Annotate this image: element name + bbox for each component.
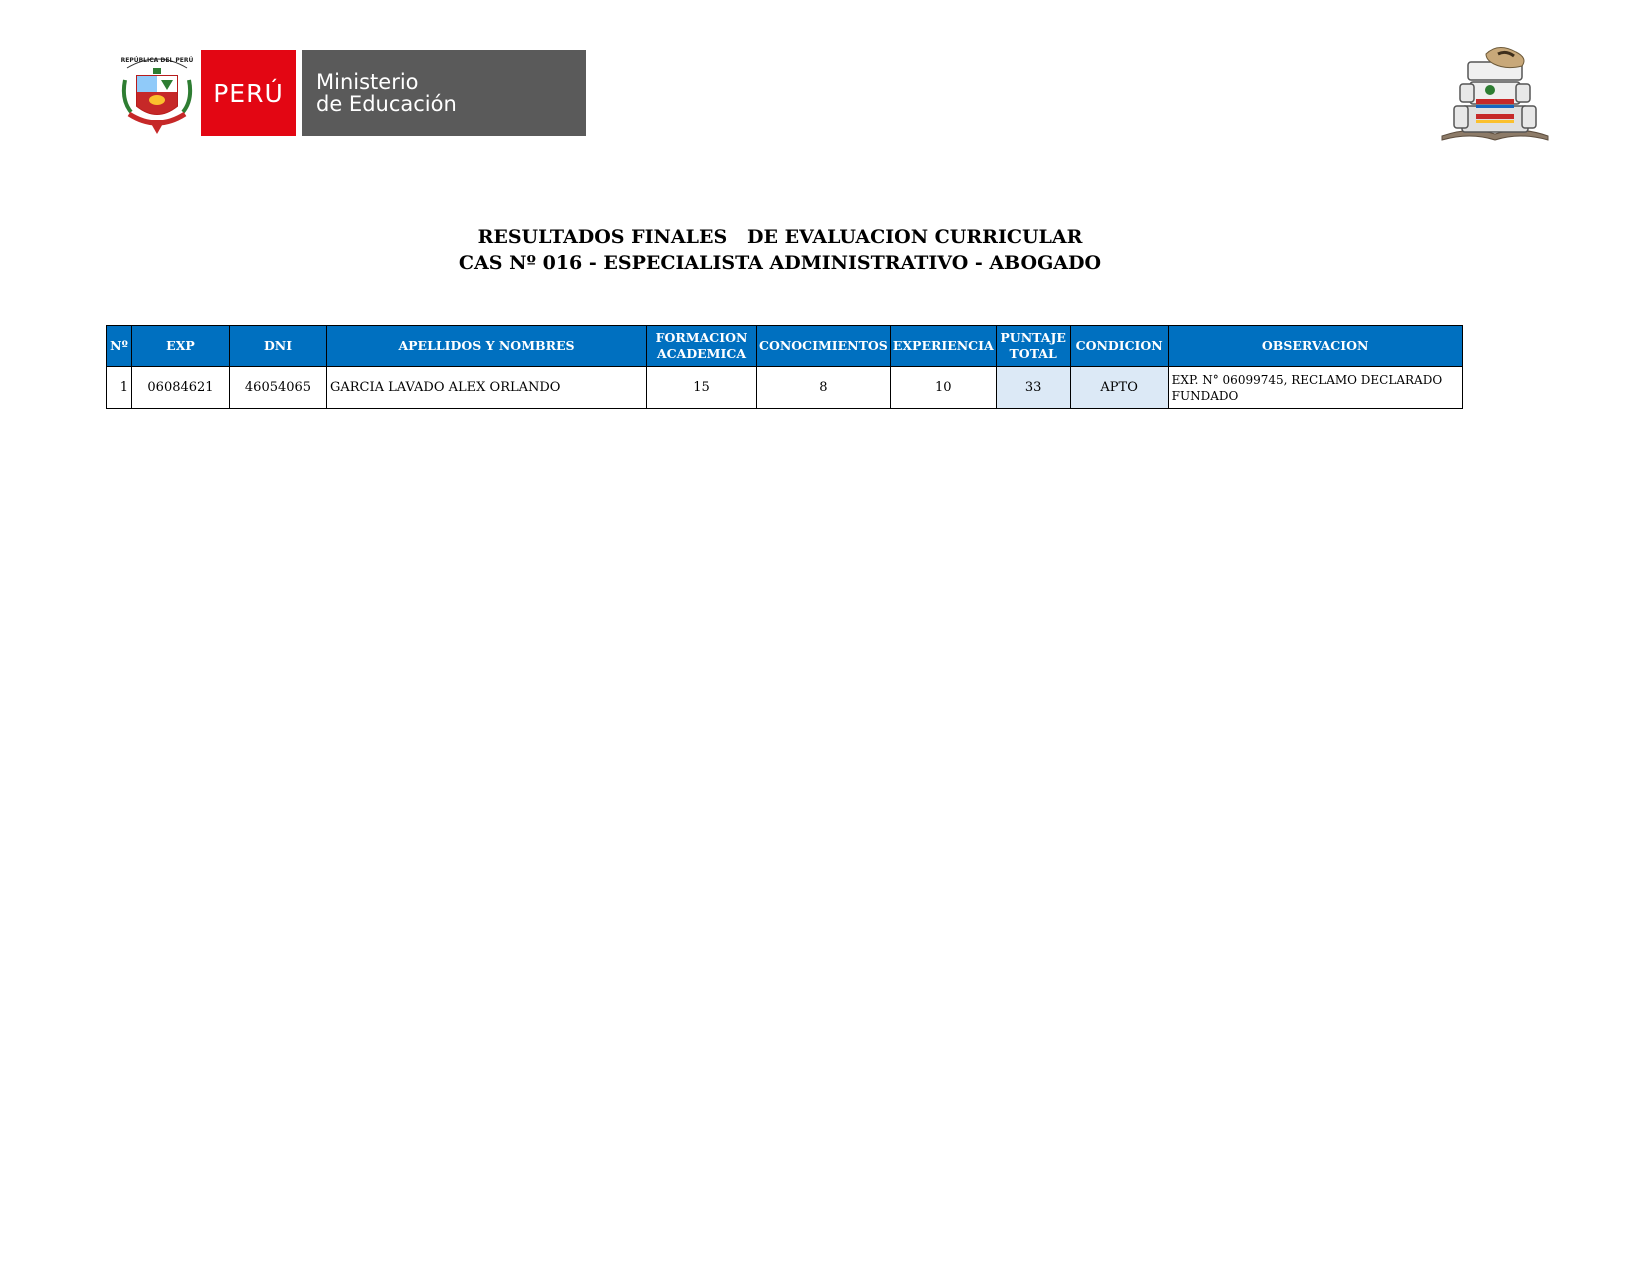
results-table <box>106 325 1463 409</box>
header-formacion-line-1: FORMACION <box>655 330 748 345</box>
header-num: Nº <box>107 326 132 367</box>
cell-exp: 06084621 <box>132 367 230 409</box>
cell-nombres: GARCIA LAVADO ALEX ORLANDO <box>327 367 647 409</box>
header-puntaje-line-1: PUNTAJE <box>1000 330 1066 345</box>
header-formacion <box>647 326 757 367</box>
cell-observacion: EXP. N° 06099745, RECLAMO DECLARADO FUNDADO <box>1168 367 1462 409</box>
header-exp: EXP <box>132 326 230 367</box>
cell-dni: 46054065 <box>230 367 327 409</box>
coat-of-arms-icon <box>117 50 197 136</box>
header-experiencia: EXPERIENCIA <box>890 326 996 367</box>
cell-condicion: APTO <box>1070 367 1168 409</box>
cell-experiencia: 10 <box>890 367 996 409</box>
header-dni: DNI <box>230 326 327 367</box>
header-puntaje-line-2: TOTAL <box>1009 346 1057 361</box>
ministry-name <box>302 50 586 136</box>
cell-conocimientos: 8 <box>757 367 891 409</box>
ministry-line-2: de Educación <box>316 92 457 116</box>
header-nombres: APELLIDOS Y NOMBRES <box>327 326 647 367</box>
ministry-line-1: Ministerio <box>316 70 419 94</box>
header-puntaje <box>996 326 1070 367</box>
svg-text:REPÚBLICA DEL PERÚ: REPÚBLICA DEL PERÚ <box>120 57 194 64</box>
cell-formacion: 15 <box>647 367 757 409</box>
document-title <box>0 224 1560 276</box>
cell-num: 1 <box>107 367 132 409</box>
header-conocimientos: CONOCIMIENTOS <box>757 326 891 367</box>
header-formacion-line-2: ACADEMICA <box>656 346 747 361</box>
table-header-row <box>107 326 1463 367</box>
ugel-logo-icon <box>1440 44 1550 144</box>
cell-puntaje: 33 <box>996 367 1070 409</box>
header-observacion: OBSERVACION <box>1168 326 1462 367</box>
peru-label: PERÚ <box>201 50 296 136</box>
title-line-2: CAS Nº 016 - ESPECIALISTA ADMINISTRATIVO - ABOGADO <box>458 252 1102 274</box>
ministry-logo <box>117 50 586 136</box>
title-line-1: RESULTADOS FINALES DE EVALUACION CURRICULAR <box>477 226 1083 248</box>
table-row <box>107 367 1463 409</box>
header-condicion: CONDICION <box>1070 326 1168 367</box>
